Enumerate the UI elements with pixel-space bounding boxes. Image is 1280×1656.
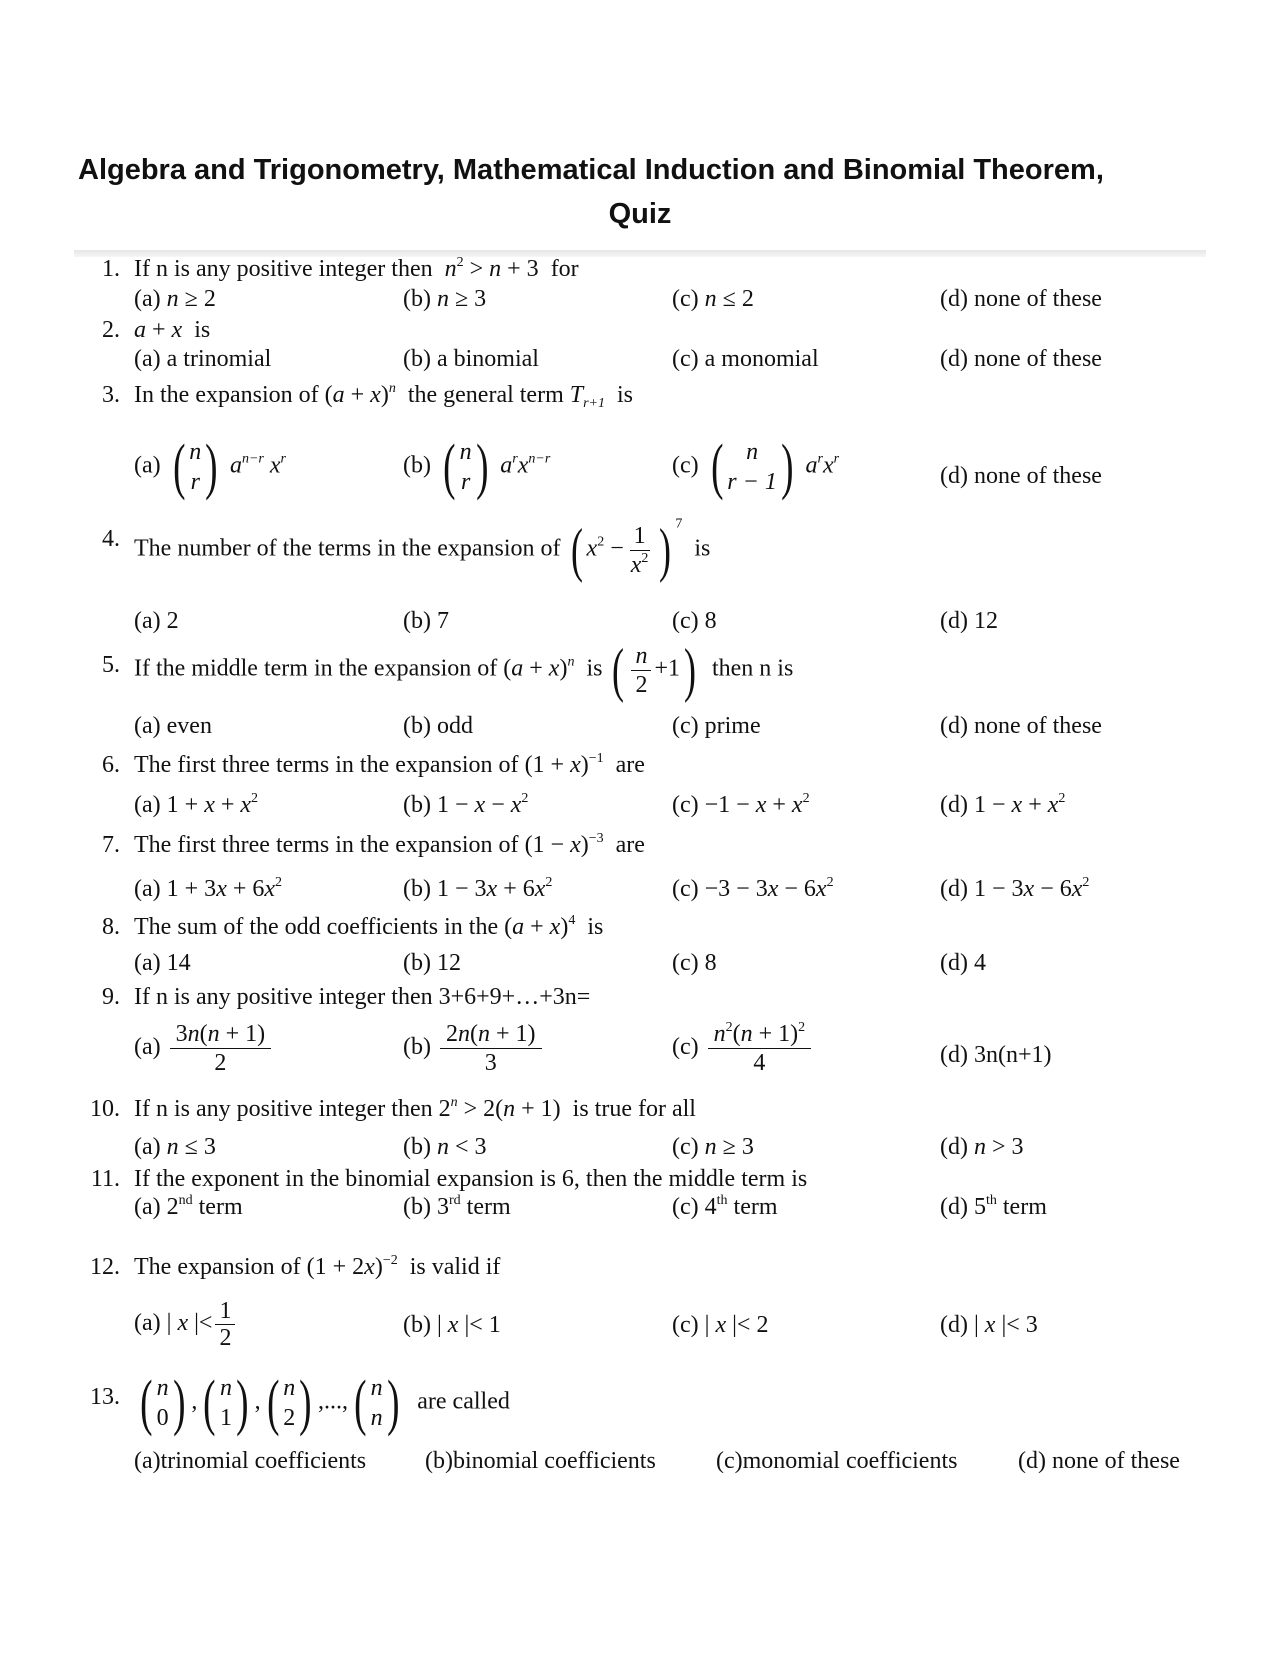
page-title	[60, 148, 1220, 236]
option-a[interactable]: (a) $\frac{3n(n + 1)}{2}$	[134, 1020, 274, 1077]
option-b[interactable]: (b) a binomial	[403, 346, 539, 372]
option-d[interactable]: (d) 4	[940, 950, 986, 976]
question-stem: The expansion of $(1 + 2x)^{-2}$ is valid if	[134, 1253, 501, 1280]
question-stem: ( n 0 ) , ( n 1 ) , ( n 2 ) ,..., ( n n ) are called	[140, 1369, 510, 1437]
question-stem: If n is any positive integer then $2^n > 2(n + 1)$ is true for all	[134, 1095, 696, 1122]
option-b[interactable]: (b) n ≥ 3	[403, 286, 487, 312]
question-number: 5.	[102, 652, 120, 678]
question-number: 6.	[102, 752, 120, 778]
option-a[interactable]: (a) 2	[134, 608, 179, 634]
option-b[interactable]: (b) ( n r ) $a^rx^{n-r}$	[403, 433, 551, 501]
question-stem: In the expansion of $(a + x)^n$ the general term $T_{r+1}$ is	[134, 381, 634, 411]
option-b[interactable]: (b) | x |< 1	[403, 1312, 501, 1338]
question-stem: The first three terms in the expansion of $(1 + x)^{-1}$ are	[134, 751, 645, 778]
option-c[interactable]: (c)monomial coefficients	[716, 1448, 958, 1474]
option-b[interactable]: (b) $1 - x - x^2$	[403, 791, 529, 818]
option-a[interactable]: (a) 14	[134, 950, 191, 976]
option-c[interactable]: (c) a monomial	[672, 346, 819, 372]
question-number: 12.	[90, 1254, 120, 1280]
question-stem: If the middle term in the expansion of $(a + x)^n$ is ( $\frac{n}{2}$ +1) then n is	[134, 637, 794, 703]
option-c[interactable]: $(c) -3 - 3x - 6x^2$	[672, 875, 834, 902]
question-stem: If n is any positive integer then 3+6+9+…+3n=	[134, 984, 591, 1010]
question-number: 9.	[102, 984, 120, 1010]
question-stem: If n is any positive integer then $n^2 > n + 3$ for	[134, 255, 579, 282]
option-d[interactable]: (d) $1 - x + x^2$	[940, 791, 1066, 818]
option-a[interactable]: (a) n ≤ 3	[134, 1134, 216, 1160]
option-d[interactable]: (d) none of these	[940, 463, 1102, 489]
option-c[interactable]: (c) prime	[672, 713, 761, 739]
option-d[interactable]: (d) none of these	[940, 346, 1102, 372]
option-c[interactable]: (c) $\frac{n^2(n + 1)^2}{4}$	[672, 1020, 814, 1077]
question-stem: The first three terms in the expansion of $(1 - x)^{-3}$ are	[134, 831, 645, 858]
option-a[interactable]: (a) $1 + x + x^2$	[134, 791, 259, 818]
option-a[interactable]: (a)trinomial coefficients	[134, 1448, 367, 1474]
option-c[interactable]: (c) ( n r − 1 ) $a^rx^r$	[672, 433, 840, 501]
question-number: 8.	[102, 914, 120, 940]
option-c[interactable]: (c) n ≥ 3	[672, 1134, 754, 1160]
option-c[interactable]: (c) n ≤ 2	[672, 286, 754, 312]
option-c[interactable]: $(c) -1 - x + x^2$	[672, 791, 810, 818]
option-b[interactable]: (b) 12	[403, 950, 461, 976]
option-a[interactable]: (a) even	[134, 713, 212, 739]
option-d[interactable]: (d) n > 3	[940, 1134, 1024, 1160]
question-number: 2.	[102, 317, 120, 343]
option-a[interactable]: (a) ( n r ) $a^{n-r}$ $x^r$	[134, 433, 286, 501]
option-c[interactable]: (c) 8	[672, 950, 717, 976]
option-d[interactable]: (d) 3n(n+1)	[940, 1042, 1052, 1068]
option-a[interactable]: (a) $1 + 3x + 6x^2$	[134, 875, 283, 902]
option-d[interactable]: (d) $1 - 3x - 6x^2$	[940, 875, 1090, 902]
option-d[interactable]: (d) 5th term	[940, 1193, 1047, 1220]
question-number: 1.	[102, 256, 120, 282]
option-a[interactable]: (a) | x |< $\frac{1}{2}$	[134, 1298, 238, 1351]
option-d[interactable]: (d) none of these	[940, 286, 1102, 312]
option-a[interactable]: (a) n ≥ 2	[134, 286, 216, 312]
option-b[interactable]: (b)binomial coefficients	[425, 1448, 656, 1474]
option-a[interactable]: (a) 2nd term	[134, 1193, 243, 1220]
question-stem: The sum of the odd coefficients in the $(a + x)^4$ is	[134, 913, 604, 940]
option-d[interactable]: (d) none of these	[940, 713, 1102, 739]
question-stem: The number of the terms in the expansion of ( $x^2$ − $\frac{1}{x^2}$ ) $^7$ is	[134, 516, 711, 583]
option-c[interactable]: (c) | x |< 2	[672, 1312, 769, 1338]
title-line-2: Quiz	[608, 198, 672, 230]
option-b[interactable]: (b) 7	[403, 608, 449, 634]
question-13	[0, 1369, 1280, 1442]
option-c[interactable]: (c) 8	[672, 608, 717, 634]
option-c[interactable]: (c) 4th term	[672, 1193, 778, 1220]
question-stem: If the exponent in the binomial expansion is 6, then the middle term is	[134, 1166, 808, 1192]
question-number: 13.	[90, 1384, 120, 1410]
question-number: 10.	[90, 1096, 120, 1122]
question-number: 4.	[102, 526, 120, 552]
option-b[interactable]: (b) $\frac{2n(n + 1)}{3}$	[403, 1020, 545, 1077]
option-d[interactable]: (d) none of these	[1018, 1448, 1180, 1474]
title-line-1: Algebra and Trigonometry, Mathematical Induction and Binomial Theorem,	[78, 154, 1104, 186]
option-d[interactable]: (d) 12	[940, 608, 998, 634]
option-b[interactable]: (b) odd	[403, 713, 473, 739]
option-b[interactable]: (b) $1 - 3x + 6x^2$	[403, 875, 553, 902]
option-a[interactable]: (a) a trinomial	[134, 346, 272, 372]
question-number: 3.	[102, 382, 120, 408]
option-d[interactable]: (d) | x |< 3	[940, 1312, 1038, 1338]
option-b[interactable]: (b) 3rd term	[403, 1193, 511, 1220]
question-number: 7.	[102, 832, 120, 858]
option-b[interactable]: (b) n < 3	[403, 1134, 487, 1160]
question-number: 11.	[90, 1166, 120, 1192]
question-stem: a + x is	[134, 317, 211, 343]
